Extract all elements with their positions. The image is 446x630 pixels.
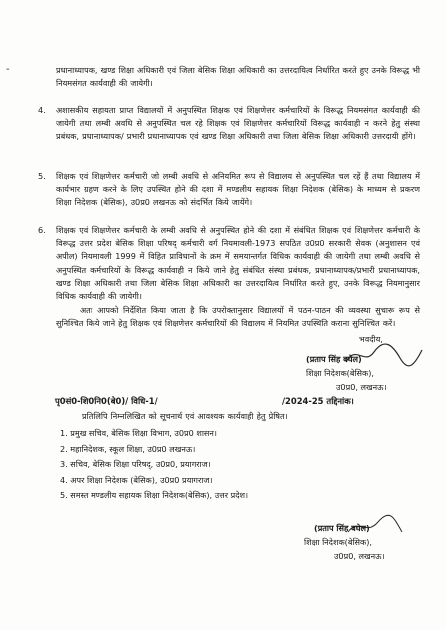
intro-paragraph: प्रधानाध्यापक, खण्ड शिक्षा अधिकारी एवं जिला बेसिक शिक्षा अधिकारी का उत्तरदायित्व निर्धारित करते हुए उनके विरूद्ध भी नियमसंगत कार्यवाही की जायेगी।	[56, 65, 420, 89]
reference-number: पृ0सं0-शि0नि0(बे0)/ विधि-1/	[55, 396, 158, 406]
list-item: 4. अपर शिक्षा निदेशक (बेसिक), उ0प्र0 प्रयागराज।	[60, 474, 213, 485]
copy-signatory-place: उ0प्र0, लखनऊ।	[334, 551, 385, 561]
margin-mark: -	[6, 64, 10, 75]
point-5-text: शिक्षक एवं शिक्षणेत्तर कर्मचारी जो लम्बी अवधि से अनियमित रूप से विद्यालय से अनुपस्थित चल रहें हैं तथा विद्यालय में कार्यभार ग्रहण करने के लिए उपस्थित होने की दशा में मण्डलीय सहायक शिक्षा निदेशक (बेसिक) के माध्यम से प्रकरण शिक्षा निदेशक (बेसिक), उ0प्र0 लखनऊ को संदर्भित किये जायेंगे।	[56, 171, 420, 208]
list-item: 5. समस्त मण्डलीय सहायक शिक्षा निदेशक(बेसिक), उत्तर प्रदेश।	[60, 490, 249, 500]
greeting: भवदीय,	[359, 334, 383, 344]
point-5-number: 5.	[38, 171, 46, 181]
reference-date: /2024-25 तद्दिनांक।	[282, 396, 354, 406]
point-6-text: शिक्षक एवं शिक्षणेत्तर कर्मचारी के लम्बी अवधि से अनुपस्थित होने की दशा में संबंधित शिक्षक एवं शिक्षणेत्तर कर्मचारी के विरूद्ध उत्तर प्रदेश बेसिक शिक्षा परिषद् कर्मचारी वर्ग नियमावली-1973 सपठित उ0प्र0 सरकारी सेवक (अनुशासन एवं अपील) नियमावली 1999 में विहित प्राविधानों के क्रम में समयान्तर्गत विधिक कार्यवाही की जायेगी तथा लम्बी अवधि से अनुपस्थित कर्मचारियों के विरूद्ध कार्यवाही न किये जाने हेतु संबंधित संस्था प्रबंधक, प्रधानाध्यापक/प्रभारी प्रधानाध्यापक, खण्ड शिक्षा अधिकारी तथा जिला बेसिक शिक्षा अधिकारी का उत्तरदायित्व निर्धारित करते हुए, उनके विरूद्ध नियमानुसार विधिक कार्यवाही की जायेगी।	[56, 225, 420, 302]
copy-signatory-name: (प्रताप सिंह बघेल)	[314, 523, 370, 533]
point-4-number: 4.	[38, 105, 46, 115]
point-6-number: 6.	[38, 225, 46, 235]
signatory-place: उ0प्र0, लखनऊ।	[336, 382, 387, 392]
closing-paragraph: अतः आपको निर्देशित किया जाता है कि उपरोक्तानुसार विद्यालयों में पठन-पाठन की व्यवस्था सुचारू रूप से सुनिश्चित किये जाने हेतु शिक्षक एवं शिक्षणेत्तर कर्मचारियों की विद्यालय में नियमित उपस्थिति कराना सुनिश्चित करें।	[56, 305, 420, 329]
list-item: 3. सचिव, बेसिक शिक्षा परिषद्, उ0प्र0, प्रयागराज।	[60, 459, 211, 469]
copy-intro: प्रतिलिपि निम्नलिखित को सूचनार्थ एवं आवश्यक कार्यवाही हेतु प्रेषित।	[82, 411, 288, 421]
copy-signatory-designation: शिक्षा निदेशक(बेसिक),	[304, 537, 372, 547]
list-item: 2. महानिदेशक, स्कूल शिक्षा, उ0प्र0 लखनऊ।	[60, 443, 196, 454]
point-4-text: अशासकीय सहायता प्राप्त विद्यालयों में अनुपस्थित शिक्षक एवं शिक्षणेत्तर कर्मचारियों के विरूद्ध नियमसंगत कार्यवाही की जायेगी तथा लम्बी अवधि से अनुपस्थित चल रहे शिक्षक एवं शिक्षणेत्तर कर्मचारियों विरूद्ध कार्यवाही न करने हेतु संस्था प्रबंधक, प्रधानाध्यापक/ प्रभारी प्रधानाध्यापक एवं खण्ड शिक्षा अधिकारी तथा जिला बेसिक शिक्षा अधिकारी उत्तरदायी होंगे।	[56, 105, 420, 142]
list-item: 1. प्रमुख सचिव, बेसिक शिक्षा विभाग, उ0प्र0 शासन।	[60, 428, 217, 438]
signatory-name: (प्रताप सिंह बघेल)	[306, 354, 362, 364]
signatory-designation: शिक्षा निदेशक(बेसिक),	[306, 368, 374, 378]
copy-list	[60, 426, 248, 504]
